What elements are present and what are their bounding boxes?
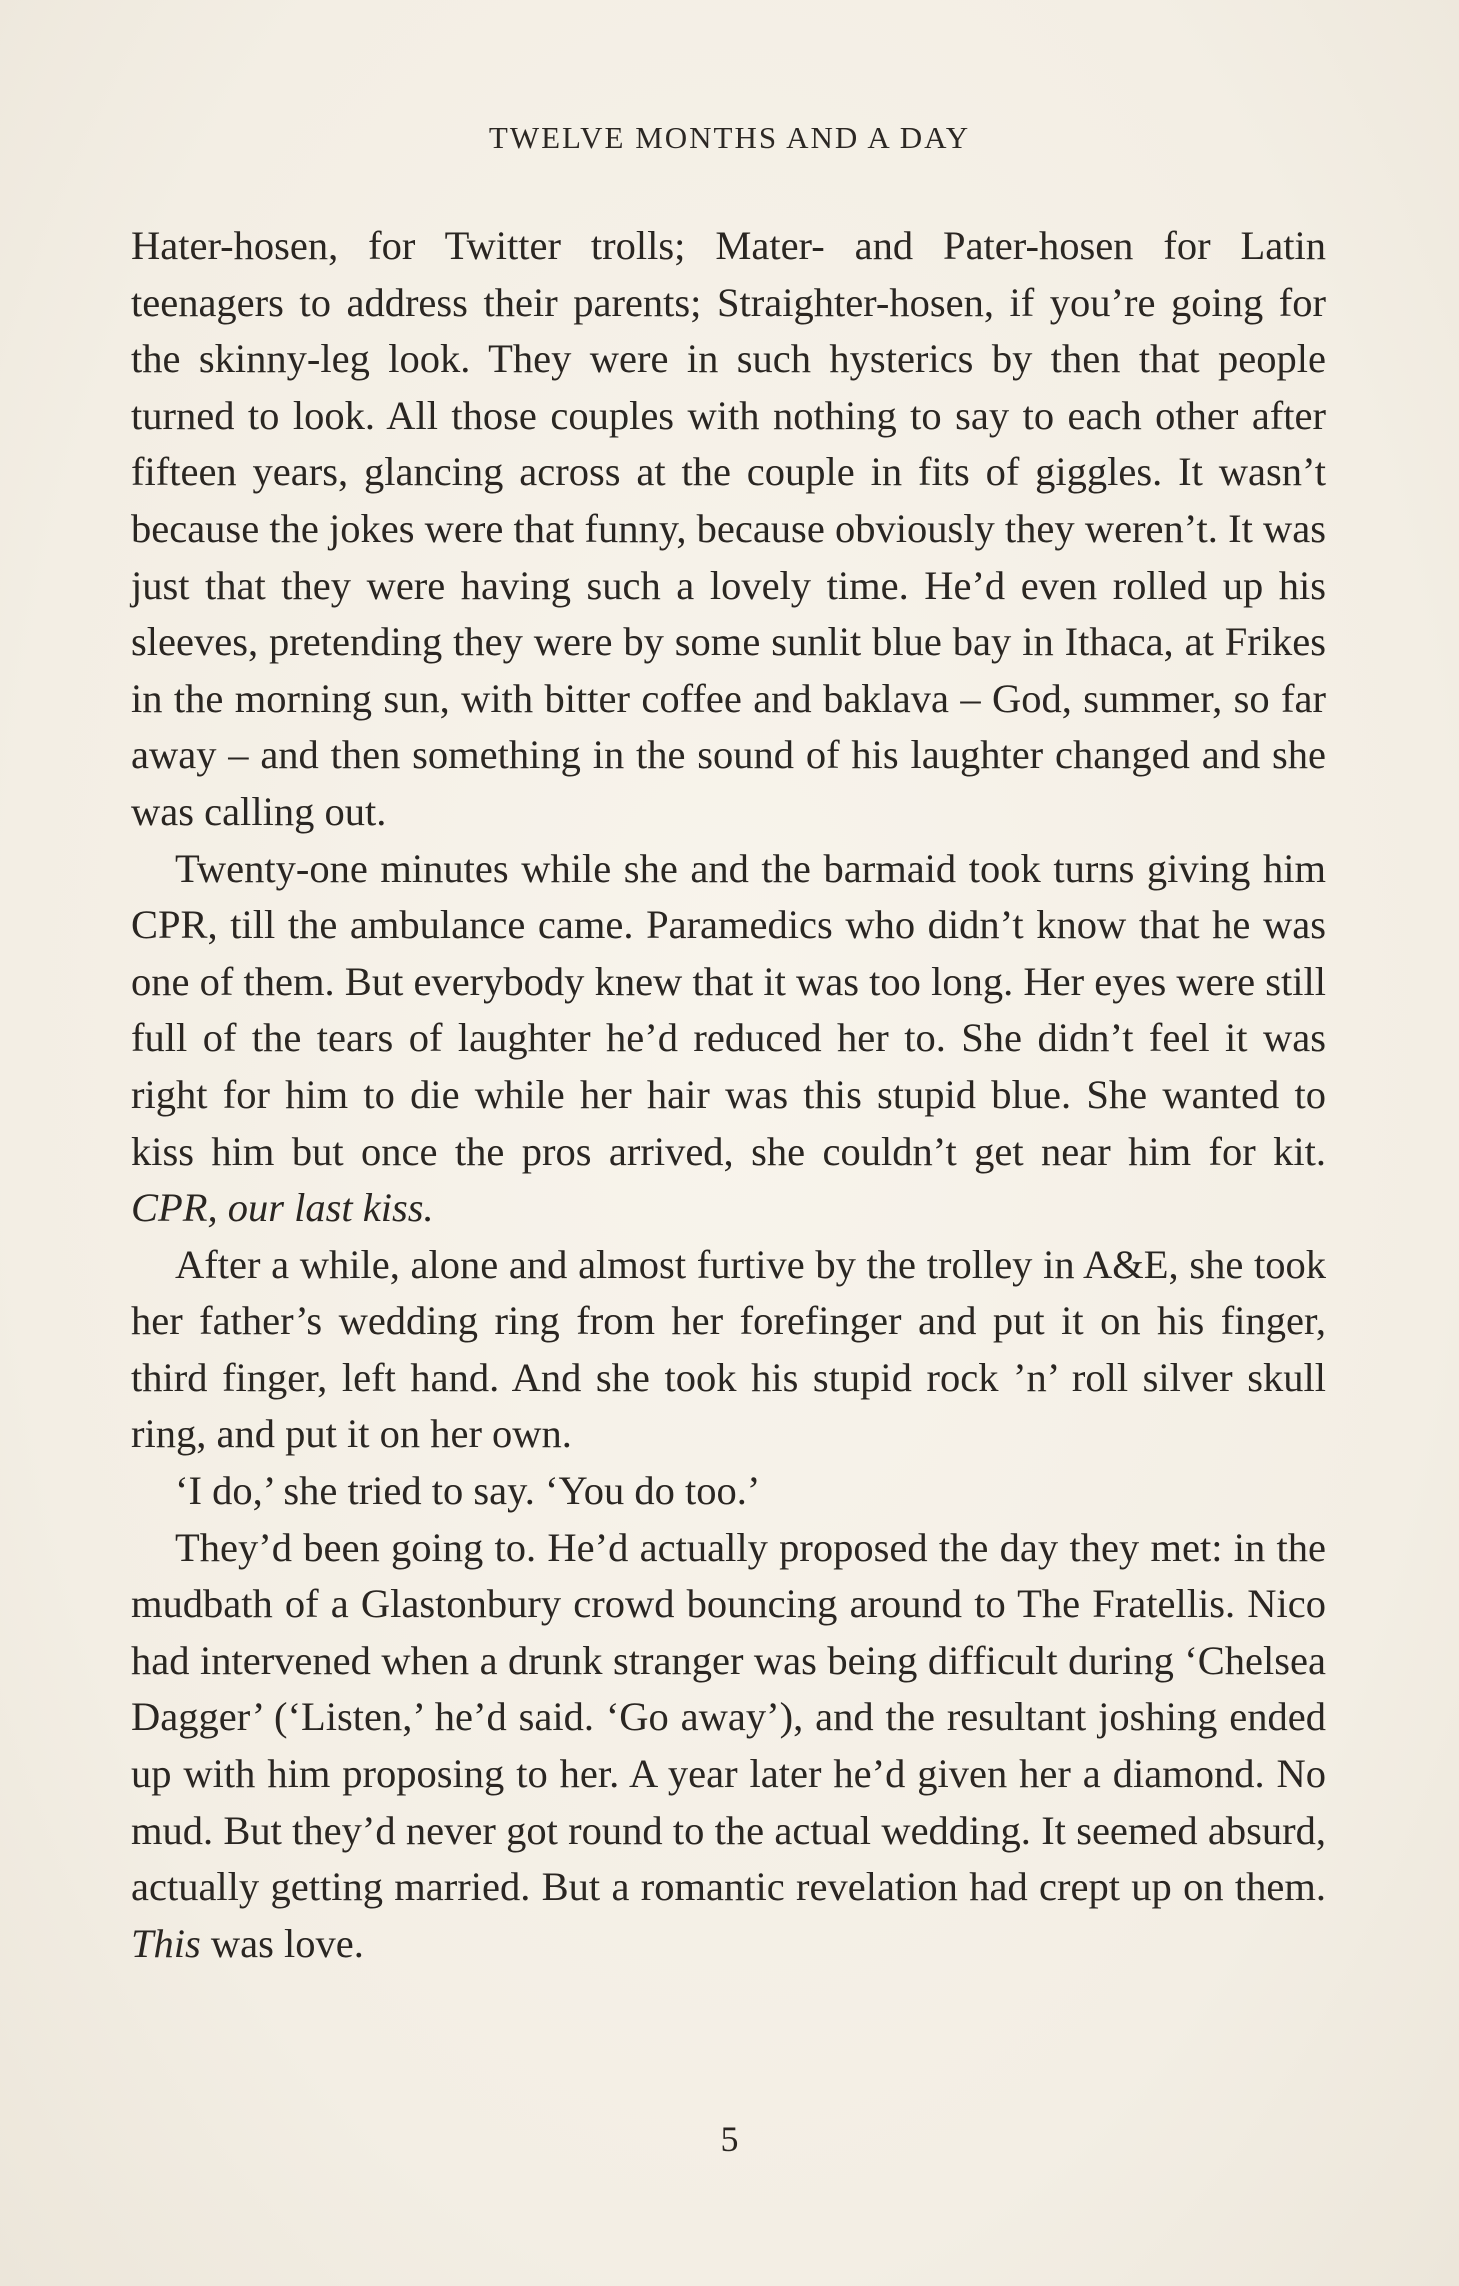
text-run: They’d been going to. He’d actually proposed the day they met: in the mudbath of a Glastonbury crowd bouncing around to The Fratellis. Nico had intervened when a drunk stranger was being difficult during ‘Chelsea Dagger’ (‘Listen,’ he’d said. ‘Go away’), and the resultant joshing ended up with him proposing to her. A year later he’d given her a diamond. No mud. But they’d never got round to the actual wedding. It seemed absurd, actually getting married. But a romantic revelation had crept up on them. (131, 1524, 1326, 1910)
paragraph (131, 218, 1326, 841)
text-run: ‘I do,’ she tried to say. ‘You do too.’ (175, 1468, 761, 1514)
text-run: Hater-hosen, for Twitter trolls; Mater- and Pater-hosen for Latin teenagers to address their parents; Straighter-hosen, if you’re going for the skinny-leg look. They were in such hysterics by then that people turned to look. All those couples with nothing to say to each other after fifteen years, glancing across at the couple in fits of giggles. It wasn’t because the jokes were that funny, because obviously they weren’t. It was just that they were having such a lovely time. He’d even rolled up his sleeves, pretending they were by some sunlit blue bay in Ithaca, at Frikes in the morning sun, with bitter coffee and baklava – God, summer, so far away – and then something in the sound of his laughter changed and she was calling out. (131, 223, 1326, 834)
italic-text: This (131, 1920, 201, 1966)
text-run: Twenty-one minutes while she and the barmaid took turns giving him CPR, till the ambulance came. Paramedics who didn’t know that he was one of them. But everybody knew that it was too long. Her eyes were still full of the tears of laughter he’d reduced her to. She didn’t feel it was right for him to die while her hair was this stupid blue. She wanted to kiss him but once the pros arrived, she couldn’t get near him for kit. (131, 845, 1326, 1174)
page-number: 5 (720, 2119, 739, 2159)
body-text (131, 218, 1326, 1972)
text-run: After a while, alone and almost furtive by the trolley in A&E, she took her father’s wedding ring from her forefinger and put it on his finger, third finger, left hand. And she took his stupid rock ’n’ roll silver skull ring, and put it on her own. (131, 1241, 1326, 1457)
paragraph (131, 841, 1326, 1237)
text-run: was love. (200, 1920, 364, 1966)
paragraph (131, 1237, 1326, 1463)
paragraph (131, 1463, 1326, 1520)
italic-text: CPR, our last kiss. (131, 1185, 434, 1231)
paragraph (131, 1520, 1326, 1973)
running-head: TWELVE MONTHS AND A DAY (488, 120, 971, 155)
